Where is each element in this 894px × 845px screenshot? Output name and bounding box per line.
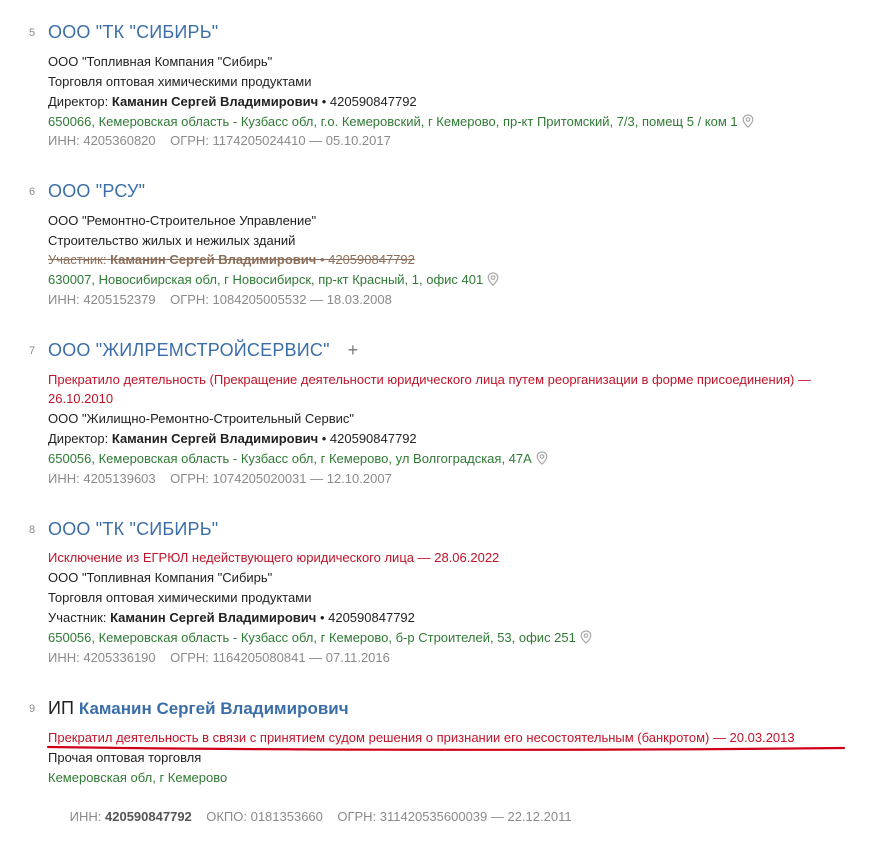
map-pin-icon[interactable] (487, 272, 499, 291)
result-number: 9 (29, 703, 36, 715)
company-person (48, 92, 417, 111)
company-address (48, 449, 548, 468)
company-status: Прекратило деятельность (Прекращение деятельности юридического лица путем реорганизации в форме присоединения) — 26.10.2010 (48, 372, 811, 406)
person-role: Директор: (48, 431, 112, 446)
address-text: 650056, Кемеровская область - Кузбасс обл, г Кемерово, ул Волгоградская, 47А (48, 451, 532, 466)
company-address: Кемеровская обл, г Кемерово (48, 770, 228, 785)
person-inn: • 420590847792 (316, 610, 415, 625)
person-name[interactable]: Каманин Сергей Владимирович (111, 94, 319, 109)
company-full-name: ООО "Жилищно-Ремонтно-Строительный Сервис" (48, 411, 355, 426)
entrepreneur-title-link[interactable]: Каманин Сергей Владимирович (78, 699, 349, 718)
map-pin-icon[interactable] (742, 114, 754, 133)
person-role: Участник: (48, 610, 111, 625)
company-person-former (48, 250, 415, 269)
company-person (48, 608, 415, 627)
company-ids: ИНН: 4205152379 ОГРН: 1084205005532 — 18.03.2008 (48, 292, 392, 307)
map-pin-icon[interactable] (580, 630, 592, 649)
address-text: 630007, Новосибирская обл, г Новосибирск, пр-кт Красный, 1, офис 401 (48, 272, 484, 287)
entity-type-prefix: ИП (48, 698, 79, 718)
company-ids: ИНН: 4205336190 ОГРН: 1164205080841 — 07.11.2016 (48, 650, 390, 665)
person-role: Участник: (48, 252, 111, 267)
person-name[interactable]: Каманин Сергей Владимирович (110, 252, 317, 267)
company-ids: ИНН: 4205139603 ОГРН: 1074205020031 — 12.10.2007 (48, 471, 392, 486)
company-address (48, 112, 754, 131)
result-number: 6 (29, 186, 36, 198)
company-activity: Торговля оптовая химическими продуктами (48, 590, 312, 605)
company-ids (48, 788, 572, 824)
company-title-link[interactable]: ООО "ТК "СИБИРЬ" (48, 22, 219, 42)
company-activity: Строительство жилых и нежилых зданий (48, 233, 296, 248)
person-name[interactable]: Каманин Сергей Владимирович (111, 431, 319, 446)
person-role: Директор: (48, 94, 112, 109)
company-address (48, 628, 592, 647)
map-pin-icon[interactable] (536, 451, 548, 470)
company-title-link[interactable]: ООО "ТК "СИБИРЬ" (48, 519, 219, 539)
address-text: 650056, Кемеровская область - Кузбасс обл, г Кемерово, б-р Строителей, 53, офис 251 (48, 630, 576, 645)
person-inn: • 420590847792 (318, 431, 417, 446)
result-number: 5 (29, 27, 36, 39)
company-address (48, 270, 499, 289)
company-person (48, 429, 417, 448)
company-full-name: ООО "Топливная Компания "Сибирь" (48, 54, 273, 69)
company-status: Прекратил деятельность в связи с принятием судом решения о признании его несостоятельным (банкротом) — 20.03.2013 (48, 730, 795, 745)
company-status: Исключение из ЕГРЮЛ недействующего юридического лица — 28.06.2022 (48, 550, 500, 565)
ids-rest: ОКПО: 0181353660 ОГРН: 311420535600039 — 22.12.2011 (191, 809, 572, 824)
person-inn: • 420590847792 (316, 252, 415, 267)
company-full-name: ООО "Ремонтно-Строительное Управление" (48, 213, 317, 228)
company-title-link[interactable]: ООО "ЖИЛРЕМСТРОЙСЕРВИС" (48, 340, 330, 360)
result-number: 8 (29, 524, 36, 536)
person-inn: • 420590847792 (318, 94, 417, 109)
company-activity: Прочая оптовая торговля (48, 750, 202, 765)
company-full-name: ООО "Топливная Компания "Сибирь" (48, 570, 273, 585)
address-text: 650066, Кемеровская область - Кузбасс обл, г.о. Кемеровский, г Кемерово, пр-кт Притомский, 7/3, помещ 5 / ком 1 (48, 114, 738, 129)
company-title-link[interactable]: ООО "РСУ" (48, 181, 146, 201)
company-activity: Торговля оптовая химическими продуктами (48, 74, 312, 89)
plus-icon[interactable]: + (347, 340, 359, 360)
company-ids: ИНН: 4205360820 ОГРН: 1174205024410 — 05.10.2017 (48, 133, 391, 148)
inn-value: 420590847792 (105, 809, 192, 824)
inn-label: ИНН: (69, 809, 106, 824)
person-name[interactable]: Каманин Сергей Владимирович (110, 610, 317, 625)
result-number: 7 (29, 345, 36, 357)
